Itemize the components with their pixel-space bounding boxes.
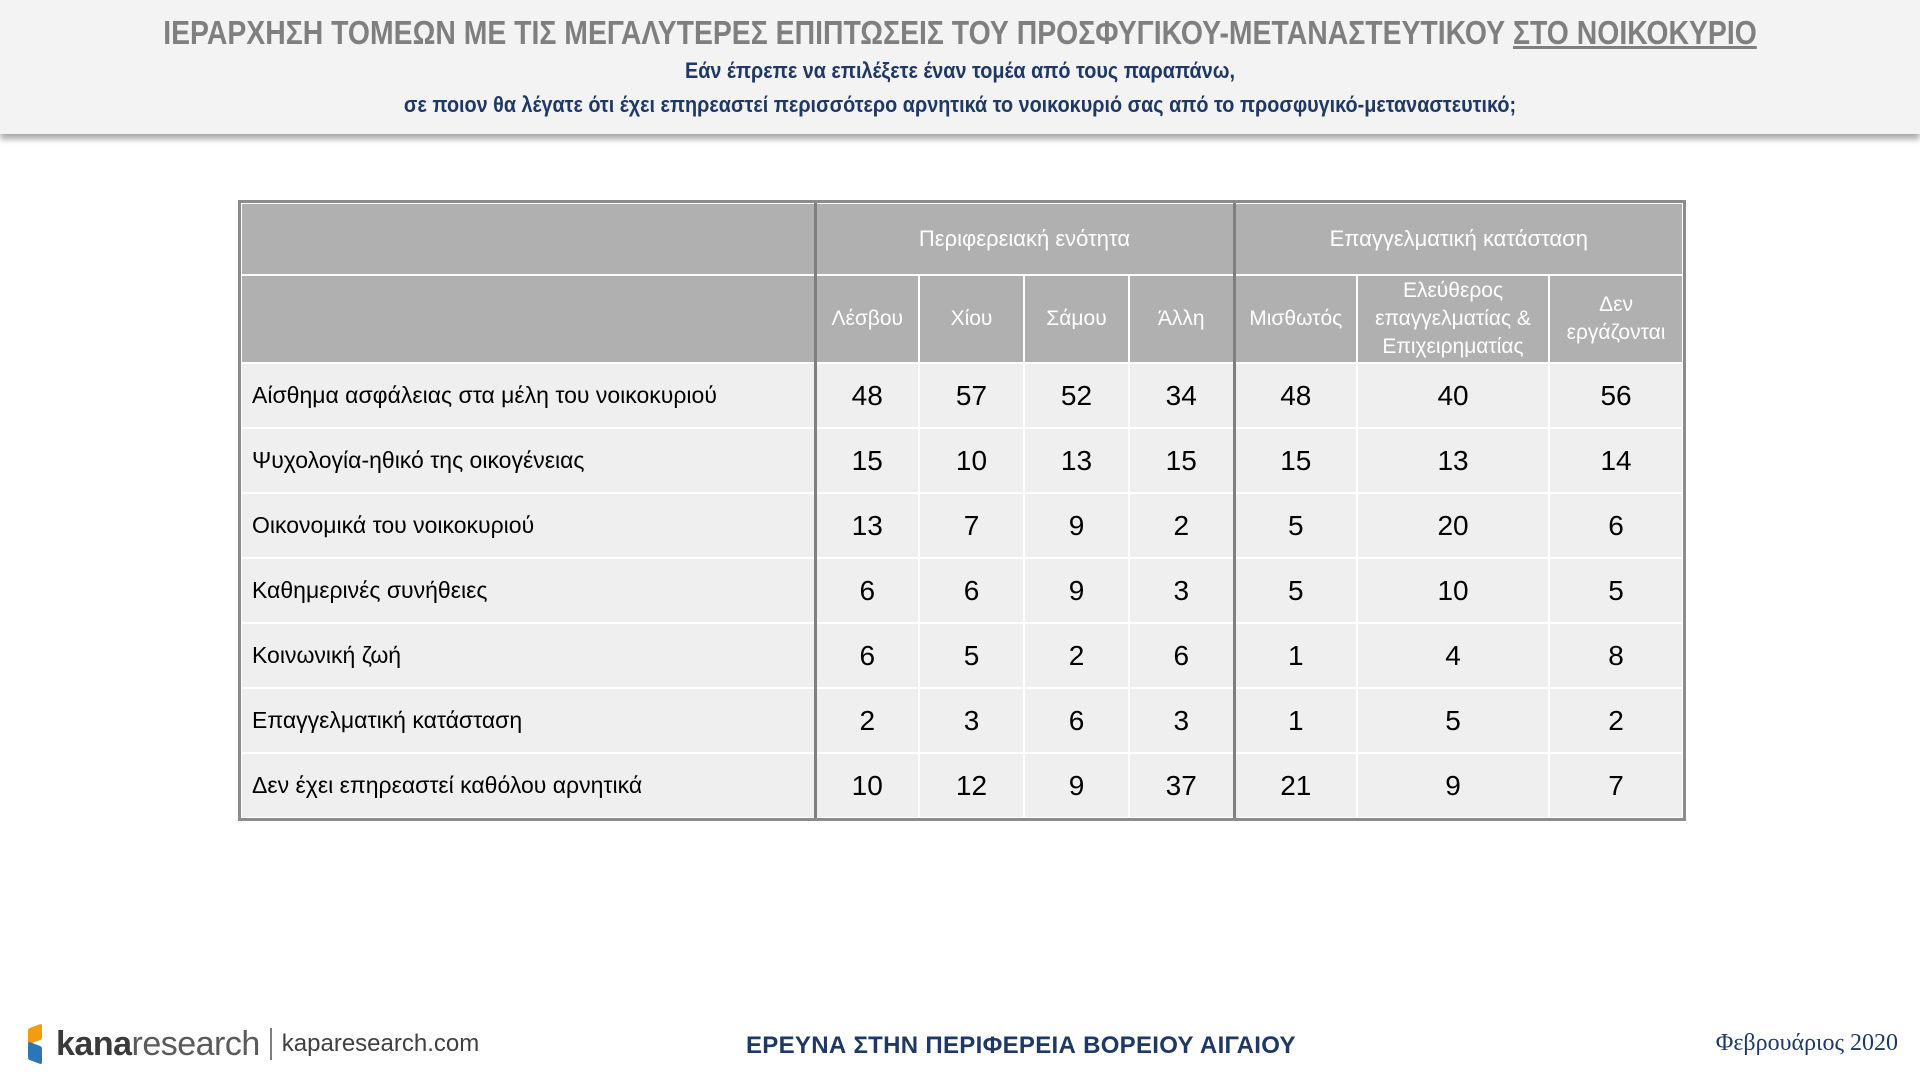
table-cell: 5: [919, 623, 1024, 688]
table-cell: 10: [919, 428, 1024, 493]
table-row: [241, 688, 1683, 753]
row-label: Οικονομικά του νοικοκυριού: [241, 493, 815, 558]
table-cell: 12: [919, 753, 1024, 818]
title-main: ΙΕΡΑΡΧΗΣΗ ΤΟΜΕΩΝ ΜΕ ΤΙΣ ΜΕΓΑΛΥΤΕΡΕΣ ΕΠΙΠΤΩΣΕΙΣ ΤΟΥ ΠΡΟΣΦΥΓΙΚΟΥ-ΜΕΤΑΝΑΣΤΕΥΤΙΚΟΥ: [163, 14, 1506, 51]
table-cell: 1: [1234, 688, 1357, 753]
header-empty-cell: [241, 203, 815, 275]
website-url: kaparesearch.com: [281, 1030, 480, 1057]
table-cell: 48: [1234, 363, 1357, 428]
table-row: [241, 428, 1683, 493]
table-cell: 2: [1024, 623, 1129, 688]
column-header: Άλλη: [1129, 275, 1234, 363]
table-cell: 21: [1234, 753, 1357, 818]
table-row: [241, 363, 1683, 428]
table-cell: 15: [1129, 428, 1234, 493]
survey-date: Φεβρουάριος 2020: [1715, 1030, 1898, 1056]
table-cell: 5: [1234, 558, 1357, 623]
table-cell: 3: [1129, 688, 1234, 753]
group-header-employment: Επαγγελματική κατάσταση: [1234, 203, 1683, 275]
table-cell: 7: [919, 493, 1024, 558]
logo-text: kanaresearch: [56, 1024, 260, 1063]
table-cell: 13: [1024, 428, 1129, 493]
table-cell: 2: [1129, 493, 1234, 558]
table-row: [241, 623, 1683, 688]
column-header: Δεν εργάζονται: [1549, 275, 1683, 363]
table-cell: 20: [1357, 493, 1549, 558]
table-cell: 5: [1234, 493, 1357, 558]
column-header: Λέσβου: [815, 275, 919, 363]
table-row: [241, 753, 1683, 818]
table-cell: 6: [815, 558, 919, 623]
table-cell: 10: [1357, 558, 1549, 623]
row-label: Κοινωνική ζωή: [241, 623, 815, 688]
table-cell: 2: [1549, 688, 1683, 753]
table-cell: 6: [1024, 688, 1129, 753]
table-cell: 6: [1549, 493, 1683, 558]
group-header-region: Περιφερειακή ενότητα: [815, 203, 1234, 275]
table-cell: 48: [815, 363, 919, 428]
table-cell: 57: [919, 363, 1024, 428]
table-cell: 6: [815, 623, 919, 688]
question-line-1: Εάν έπρεπε να επιλέξετε έναν τομέα από τους παραπάνω,: [685, 58, 1235, 83]
header-empty-cell: [241, 275, 815, 363]
column-header: Χίου: [919, 275, 1024, 363]
table-cell: 13: [815, 493, 919, 558]
table-cell: 14: [1549, 428, 1683, 493]
column-header: Σάμου: [1024, 275, 1129, 363]
row-label: Αίσθημα ασφάλειας στα μέλη του νοικοκυριού: [241, 363, 815, 428]
results-table: [240, 202, 1684, 819]
table-row: [241, 558, 1683, 623]
table-cell: 5: [1357, 688, 1549, 753]
table-cell: 15: [1234, 428, 1357, 493]
question-line-2: σε ποιον θα λέγατε ότι έχει επηρεαστεί περισσότερο αρνητικά το νοικοκυριό σας από το προσφυγικό-μεταναστευτικό;: [403, 92, 1517, 117]
row-label: Επαγγελματική κατάσταση: [241, 688, 815, 753]
table-cell: 10: [815, 753, 919, 818]
table-cell: 8: [1549, 623, 1683, 688]
table-cell: 6: [1129, 623, 1234, 688]
table-cell: 7: [1549, 753, 1683, 818]
table-cell: 40: [1357, 363, 1549, 428]
table-cell: 9: [1024, 493, 1129, 558]
table-cell: 15: [815, 428, 919, 493]
survey-title: ΕΡΕΥΝΑ ΣΤΗΝ ΠΕΡΙΦΕΡΕΙΑ ΒΟΡΕΙΟΥ ΑΙΓΑΙΟΥ: [746, 1032, 1296, 1059]
logo-mark-icon: [24, 1024, 52, 1064]
column-header: Ελεύθερος επαγγελματίας & Επιχειρηματίας: [1357, 275, 1549, 363]
table-cell: 13: [1357, 428, 1549, 493]
table-cell: 9: [1024, 558, 1129, 623]
header-banner: [0, 0, 1920, 134]
table-cell: 9: [1357, 753, 1549, 818]
table-cell: 3: [1129, 558, 1234, 623]
table-cell: 3: [919, 688, 1024, 753]
page-title: [134, 14, 1785, 52]
column-header: Μισθωτός: [1234, 275, 1357, 363]
row-label: Ψυχολογία-ηθικό της οικογένειας: [241, 428, 815, 493]
table-cell: 5: [1549, 558, 1683, 623]
table-cell: 2: [815, 688, 919, 753]
company-logo: [24, 1022, 479, 1066]
row-label: Καθημερινές συνήθειες: [241, 558, 815, 623]
table-cell: 34: [1129, 363, 1234, 428]
table-cell: 6: [919, 558, 1024, 623]
table-cell: 56: [1549, 363, 1683, 428]
table-row: [241, 493, 1683, 558]
title-underlined: ΣΤΟ ΝΟΙΚΟΚΥΡΙΟ: [1512, 14, 1757, 51]
logo-divider: [270, 1028, 272, 1060]
row-label: Δεν έχει επηρεαστεί καθόλου αρνητικά: [241, 753, 815, 818]
table-cell: 4: [1357, 623, 1549, 688]
table-cell: 52: [1024, 363, 1129, 428]
table-cell: 1: [1234, 623, 1357, 688]
table-cell: 9: [1024, 753, 1129, 818]
table-cell: 37: [1129, 753, 1234, 818]
